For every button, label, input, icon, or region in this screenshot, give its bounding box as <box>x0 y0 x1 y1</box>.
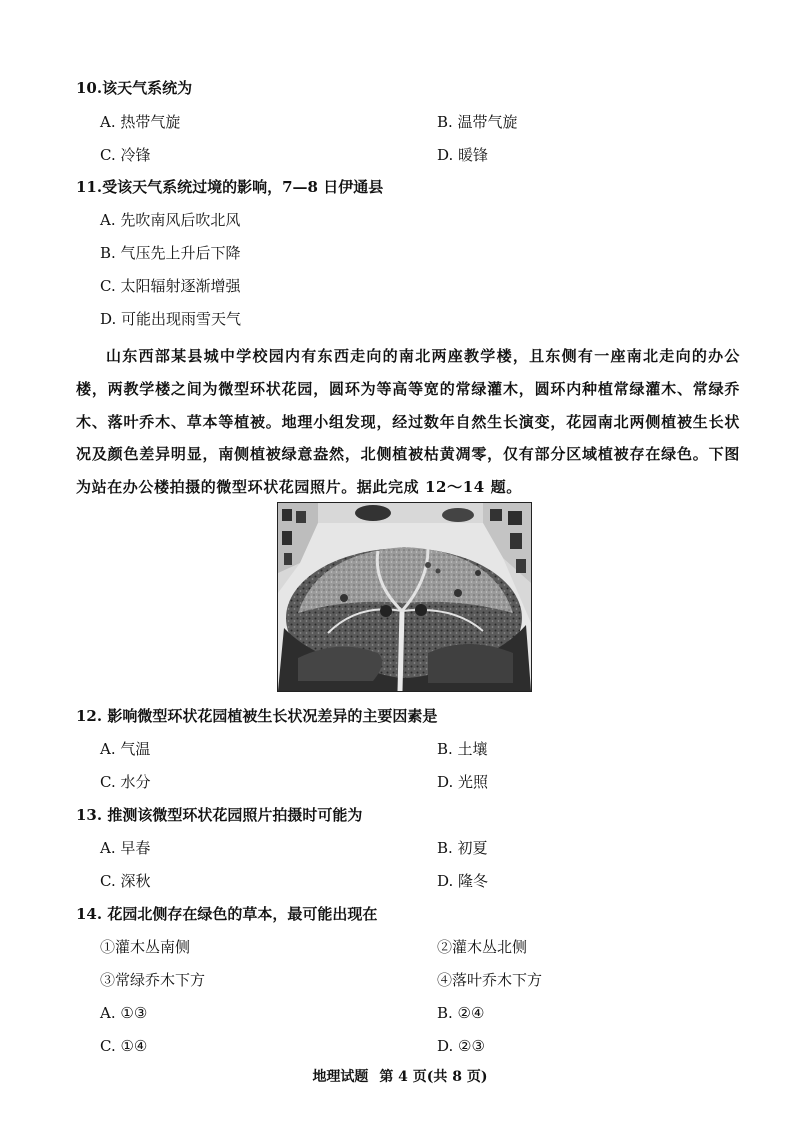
q11-stem: 11.受该天气系统过境的影响，7—8 日伊通县 <box>76 178 384 196</box>
q13-option-b: B. 初夏 <box>437 839 488 857</box>
q12-option-a: A. 气温 <box>100 740 151 758</box>
page-footer <box>0 1066 800 1086</box>
q11-option-b: B. 气压先上升后下降 <box>100 244 241 262</box>
footer-page-number: 第 4 页(共 8 页) <box>379 1069 488 1085</box>
q13-option-d: D. 隆冬 <box>437 872 489 890</box>
q14-option-b: B. ②④ <box>437 1004 485 1022</box>
footer-subject: 地理试题 <box>312 1069 369 1085</box>
q10-option-d: D. 暖锋 <box>437 146 489 164</box>
q12-option-c: C. 水分 <box>100 773 151 791</box>
q13-stem: 13. 推测该微型环状花园照片拍摄时可能为 <box>76 806 363 824</box>
q12-stem: 12. 影响微型环状花园植被生长状况差异的主要因素是 <box>76 707 438 725</box>
reading-passage: 山东西部某县城中学校园内有东西走向的南北两座教学楼，且东侧有一座南北走向的办公楼，两教学楼之间为微型环状花园，圆环为等高等宽的常绿灌木，圆环内种植常绿灌木、常绿乔木、落叶乔木、草本等植被。地理小组发现，经过数年自然生长演变，花园南北两侧植被生长状况及颜色差异明显，南侧植被绿意盎然，北侧植被枯黄凋零，仅有部分区域植被存在绿色。下图为站在办公楼拍摄的微型环状花园照片。据此完成 12～14 题。 <box>76 347 740 497</box>
q12-option-b: B. 土壤 <box>437 740 488 758</box>
q14-choice-3: ③常绿乔木下方 <box>100 971 206 989</box>
q11-option-a: A. 先吹南风后吹北风 <box>100 211 241 229</box>
q11-option-c: C. 太阳辐射逐渐增强 <box>100 277 241 295</box>
q13-option-c: C. 深秋 <box>100 872 151 890</box>
q11-option-d: D. 可能出现雨雪天气 <box>100 310 242 328</box>
q14-choice-1: ①灌木丛南侧 <box>100 938 191 956</box>
q14-stem: 14. 花园北侧存在绿色的草本，最可能出现在 <box>76 905 378 923</box>
q10-option-c: C. 冷锋 <box>100 146 151 164</box>
q10-stem: 10.该天气系统为 <box>76 79 193 97</box>
q14-choice-2: ②灌木丛北侧 <box>437 938 528 956</box>
q12-option-d: D. 光照 <box>437 773 489 791</box>
q10-option-a: A. 热带气旋 <box>100 113 181 131</box>
q14-option-d: D. ②③ <box>437 1037 485 1055</box>
q13-option-a: A. 早春 <box>100 839 151 857</box>
q14-choice-4: ④落叶乔木下方 <box>437 971 543 989</box>
garden-photo <box>277 502 532 692</box>
q14-option-a: A. ①③ <box>100 1004 148 1022</box>
q10-option-b: B. 温带气旋 <box>437 113 518 131</box>
q14-option-c: C. ①④ <box>100 1037 148 1055</box>
